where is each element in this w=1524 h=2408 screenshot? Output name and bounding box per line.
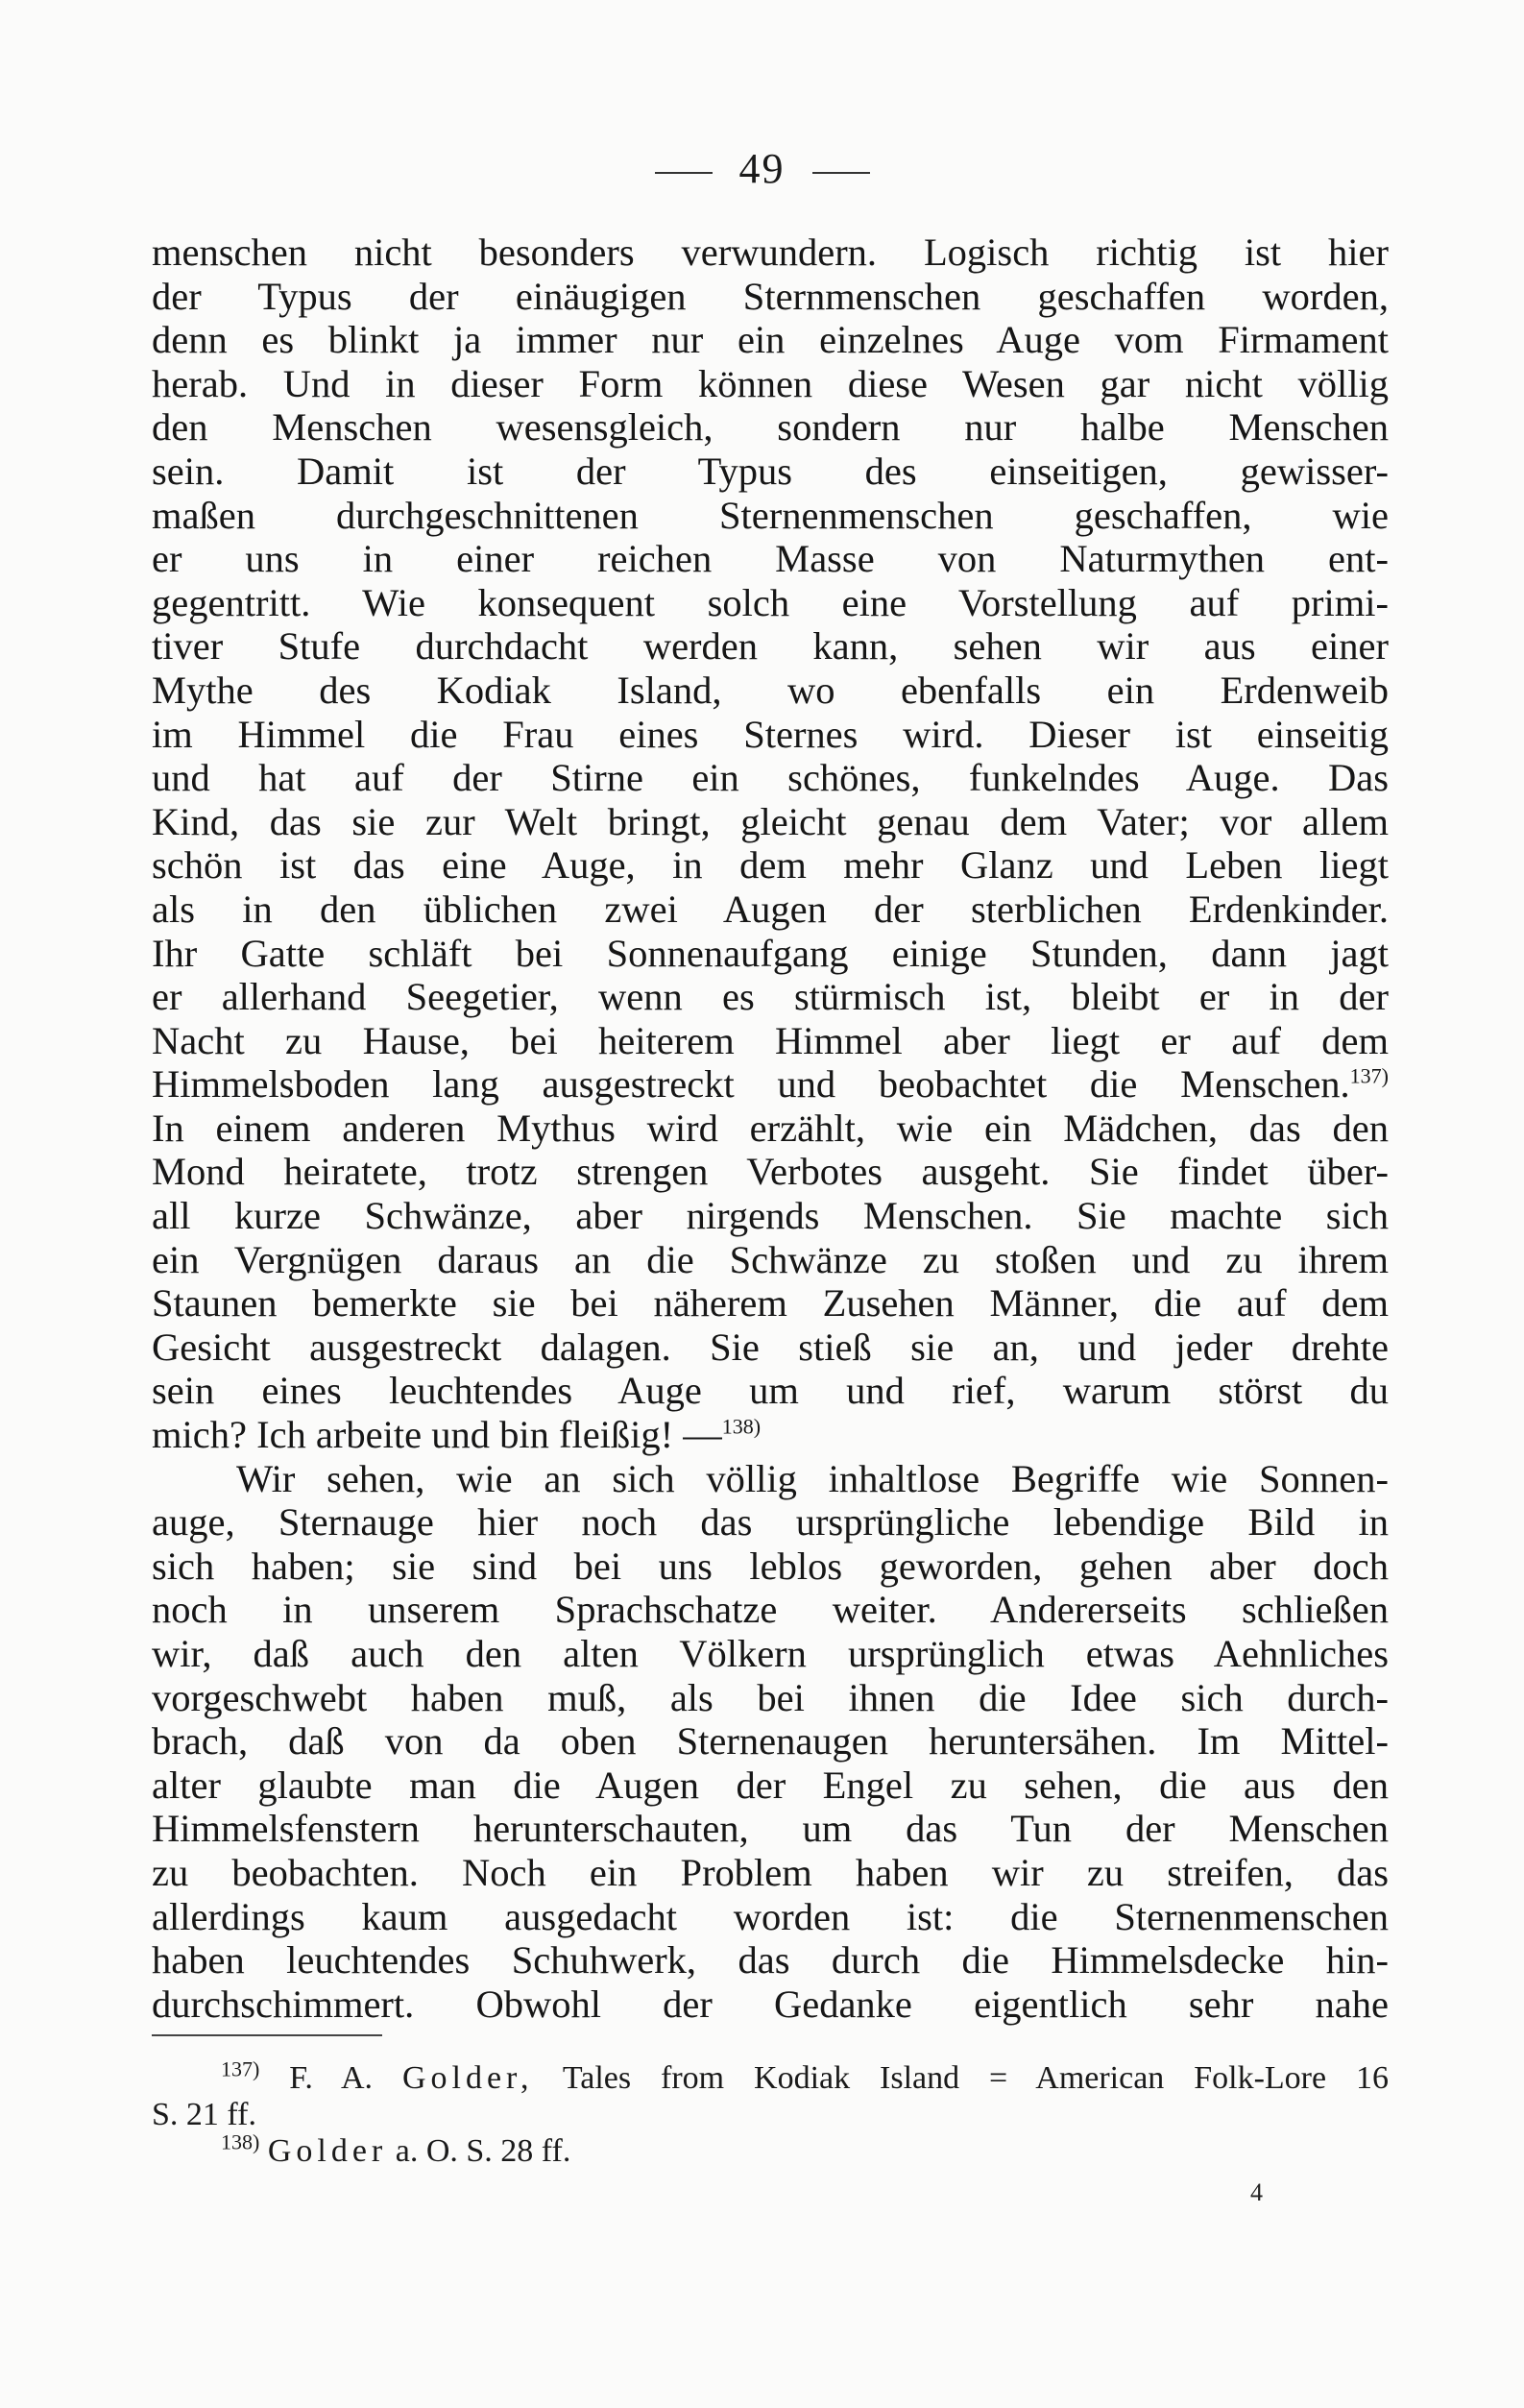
text-line: auge, Sternauge hier noch das ursprüngliche lebendige Bild in (152, 1500, 1389, 1545)
footnote-marker-138: 138) (221, 2129, 260, 2154)
text-line: allerdings kaum ausgedacht worden ist: die Sternenmenschen (152, 1894, 1389, 1938)
footnote-138-author: Golder (267, 2133, 388, 2169)
footnotes (152, 2056, 1390, 2170)
text-line: maßen durchgeschnittenen Sternenmenschen geschaffen, wie (152, 493, 1389, 537)
footnote-137-continuation: S. 21 ff. (152, 2097, 256, 2132)
text-line: vorgeschwebt haben muß, als bei ihnen die Idee sich durch- (152, 1675, 1389, 1719)
text-line: Nacht zu Hause, bei heiterem Himmel aber liegt er auf dem (152, 1018, 1389, 1062)
text-line: Ihr Gatte schläft bei Sonnenaufgang einige Stunden, dann jagt (152, 931, 1389, 975)
text-line: schön ist das eine Auge, in dem mehr Glanz und Leben liegt (152, 843, 1389, 888)
text-line: gegentritt. Wie konsequent solch eine Vorstellung auf primi- (152, 580, 1389, 624)
footnote-137-author: Golder, (401, 2060, 534, 2096)
text-line: wir, daß auch den alten Völkern ursprünglich etwas Aehnliches (152, 1632, 1389, 1675)
text-segment: Himmelsboden lang ausgestreckt und beobachtet die Menschen. (152, 1062, 1350, 1107)
footnote-divider (152, 2034, 382, 2036)
text-line: durchschimmert. Obwohl der Gedanke eigentlich sehr nahe (152, 1982, 1389, 2026)
text-line: all kurze Schwänze, aber nirgends Menschen. Sie machte sich (152, 1194, 1389, 1238)
text-line: brach, daß von da oben Sternenaugen heruntersähen. Im Mittel- (152, 1719, 1389, 1763)
text-line: herab. Und in dieser Form können diese Wesen gar nicht völlig (152, 361, 1389, 405)
footnote-marker-137: 137) (221, 2056, 260, 2081)
text-line: noch in unserem Sprachschatze weiter. Andererseits schließen (152, 1588, 1389, 1632)
text-line: Staunen bemerkte sie bei näherem Zusehen Männer, die auf dem (152, 1281, 1389, 1326)
text-line: tiver Stufe durchdacht werden kann, sehen wir aus einer (152, 624, 1389, 669)
text-line: Wir sehen, wie an sich völlig inhaltlose Begriffe wie Sonnen- (236, 1456, 1389, 1500)
text-line: und hat auf der Stirne ein schönes, funkelndes Auge. Das (152, 756, 1389, 800)
text-line: denn es blinkt ja immer nur ein einzelnes Auge vom Firmament (152, 318, 1389, 362)
text-line: ein Vergnügen daraus an die Schwänze zu stoßen und zu ihrem (152, 1237, 1389, 1281)
header-dash-right (812, 172, 870, 174)
text-line: In einem anderen Mythus wird erzählt, wie ein Mädchen, das den (152, 1106, 1389, 1150)
text-line: Himmelsfenstern herunterschauten, um das Tun der Menschen (152, 1807, 1389, 1851)
text-line: den Menschen wesensgleich, sondern nur halbe Menschen (152, 405, 1389, 450)
footnote-138 (152, 2129, 1389, 2170)
text-line: sein. Damit ist der Typus des einseitigen, gewisser- (152, 449, 1389, 493)
text-line: Mythe des Kodiak Island, wo ebenfalls ein Erdenweib (152, 668, 1389, 712)
text-line: zu beobachten. Noch ein Problem haben wir zu streifen, das (152, 1850, 1389, 1894)
text-line: der Typus der einäugigen Sternmenschen geschaffen worden, (152, 274, 1389, 318)
footnote-137 (152, 2056, 1390, 2097)
printer-signature: 4 (1250, 2178, 1263, 2206)
text-line-with-ref (152, 1062, 1389, 1107)
text-line-with-ref (152, 1413, 1389, 1457)
text-segment: mich? Ich arbeite und bin fleißig! — (152, 1413, 722, 1457)
page-number: 49 (738, 145, 786, 192)
text-line: sich haben; sie sind bei uns leblos geworden, gehen aber doch (152, 1544, 1389, 1588)
text-line: Kind, das sie zur Welt bringt, gleicht genau dem Vater; vor allem (152, 799, 1389, 843)
text-line: er allerhand Seegetier, wenn es stürmisch ist, bleibt er in der (152, 975, 1389, 1019)
page-number-header (0, 144, 1524, 193)
text-line: als in den üblichen zwei Augen der sterblichen Erdenkinder. (152, 887, 1389, 931)
header-dash-left (655, 172, 713, 174)
main-text (152, 231, 1389, 2026)
text-line: haben leuchtendes Schuhwerk, das durch die Himmelsdecke hin- (152, 1938, 1389, 1982)
footnote-ref-137: 137) (1349, 1063, 1389, 1088)
text-line: im Himmel die Frau eines Sternes wird. Dieser ist einseitig (152, 712, 1389, 756)
footnote-137-prefix: F. A. (289, 2060, 374, 2096)
text-line: alter glaubte man die Augen der Engel zu sehen, die aus den (152, 1763, 1389, 1807)
text-line: Mond heiratete, trotz strengen Verbotes ausgeht. Sie findet über- (152, 1150, 1389, 1194)
footnote-138-text: a. O. S. 28 ff. (395, 2133, 571, 2169)
text-line: sein eines leuchtendes Auge um und rief, warum störst du (152, 1369, 1389, 1413)
text-line: er uns in einer reichen Masse von Naturmythen ent- (152, 537, 1389, 581)
text-line: menschen nicht besonders verwundern. Logisch richtig ist hier (152, 231, 1389, 274)
text-line: Gesicht ausgestreckt dalagen. Sie stieß sie an, und jeder drehte (152, 1325, 1389, 1369)
footnote-137-text: Tales from Kodiak Island = American Folk-Lore 16 (562, 2060, 1390, 2096)
footnote-ref-138: 138) (721, 1414, 762, 1439)
